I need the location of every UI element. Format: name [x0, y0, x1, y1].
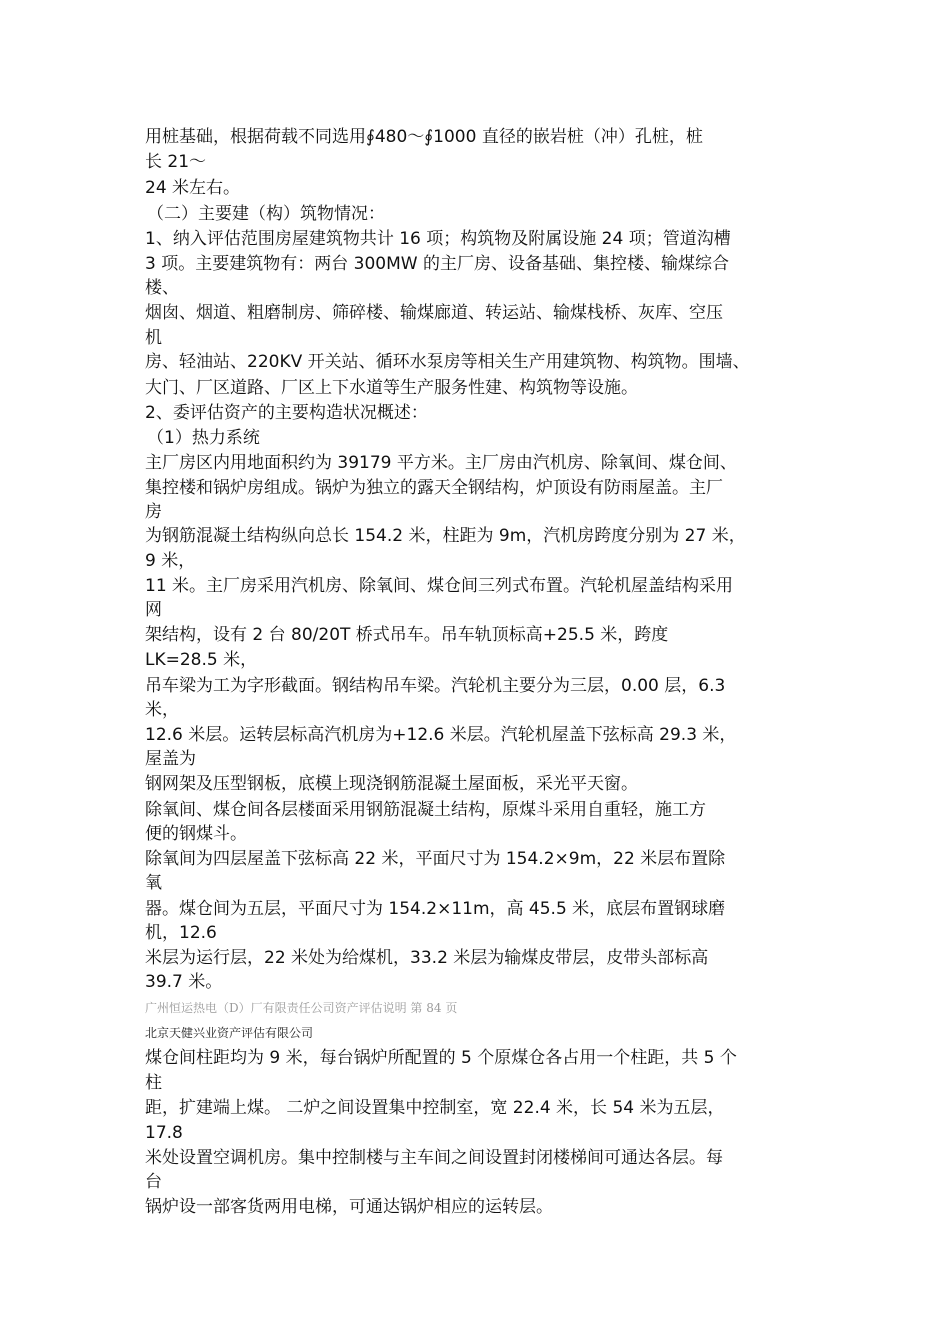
text-line: 房、轻油站、220KV 开关站、循环水泵房等相关生产用建筑物、构筑物。围墙、 [145, 352, 750, 372]
text-line: 大门、厂区道路、厂区上下水道等生产服务性建、构筑物等设施。 [145, 378, 638, 398]
text-line: 除氧间为四层屋盖下弦标高 22 米，平面尺寸为 154.2×9m，22 米层布置除 [145, 849, 726, 869]
text-line: 煤仓间柱距均为 9 米，每台锅炉所配置的 5 个原煤仓各占用一个柱距，共 5 个 [145, 1048, 737, 1068]
text-line: 除氧间、煤仓间各层楼面采用钢筋混凝土结构，原煤斗采用自重轻，施工方 [145, 800, 706, 820]
text-line: 距，扩建端上煤。 二炉之间设置集中控制室，宽 22.4 米，长 54 米为五层， [145, 1098, 725, 1118]
text-line: 屋盖为 [145, 749, 196, 769]
text-line: 吊车梁为工为字形截面。钢结构吊车梁。汽轮机主要分为三层，0.00 层，6.3 [145, 676, 726, 696]
page-caption: 广州恒运热电（D）厂有限责任公司资产评估说明 第 84 页 [145, 1001, 458, 1015]
text-line: 主厂房区内用地面积约为 39179 平方米。主厂房由汽机房、除氧间、煤仓间、 [145, 453, 737, 473]
text-line: 用桩基础，根据荷载不同选用∮480～∮1000 直径的嵌岩桩（冲）孔桩，桩 [145, 127, 703, 147]
text-line: 1、纳入评估范围房屋建筑物共计 16 项；构筑物及附属设施 24 项；管道沟槽 [145, 229, 731, 249]
text-line: 网 [145, 600, 162, 620]
text-line: 39.7 米。 [145, 972, 223, 992]
text-line: 架结构，设有 2 台 80/20T 桥式吊车。吊车轨顶标高+25.5 米，跨度 [145, 625, 669, 645]
text-line: 3 项。主要建筑物有：两台 300MW 的主厂房、设备基础、集控楼、输煤综合 [145, 254, 729, 274]
text-line: 17.8 [145, 1123, 183, 1143]
text-line: 氧 [145, 873, 162, 893]
text-line: 为钢筋混凝土结构纵向总长 154.2 米，柱距为 9m，汽机房跨度分别为 27 米， [145, 526, 746, 546]
text-line: 楼、 [145, 278, 179, 298]
text-line: 烟囱、烟道、粗磨制房、筛碎楼、输煤廊道、转运站、输煤栈桥、灰库、空压 [145, 303, 723, 323]
text-line: 11 米。主厂房采用汽机房、除氧间、煤仓间三列式布置。汽轮机屋盖结构采用 [145, 576, 734, 596]
text-line: 柱 [145, 1073, 162, 1093]
text-line: LK=28.5 米， [145, 650, 258, 670]
text-line: 米， [145, 700, 179, 720]
text-line: 集控楼和锅炉房组成。锅炉为独立的露天全钢结构，炉顶设有防雨屋盖。主厂 [145, 478, 723, 498]
subsection-heading: （1）热力系统 [147, 428, 260, 448]
text-line: 机，12.6 [145, 923, 217, 943]
text-line: 钢网架及压型钢板，底模上现浇钢筋混凝土屋面板，采光平天窗。 [145, 774, 638, 794]
text-line: 机 [145, 328, 162, 348]
text-line: 12.6 米层。运转层标高汽机房为+12.6 米层。汽轮机屋盖下弦标高 29.3 米， [145, 725, 737, 745]
text-line: 房 [145, 502, 162, 522]
company-name: 北京天健兴业资产评估有限公司 [145, 1026, 314, 1040]
text-line: 锅炉设一部客货两用电梯，可通达锅炉相应的运转层。 [145, 1197, 553, 1217]
section-heading: （二）主要建（构）筑物情况： [147, 204, 385, 224]
text-line: 器。煤仓间为五层，平面尺寸为 154.2×11m，高 45.5 米，底层布置钢球磨 [145, 899, 726, 919]
text-line: 米层为运行层，22 米处为给煤机，33.2 米层为输煤皮带层，皮带头部标高 [145, 948, 709, 968]
text-line: 台 [145, 1172, 162, 1192]
text-line: 米处设置空调机房。集中控制楼与主车间之间设置封闭楼梯间可通达各层。每 [145, 1148, 723, 1168]
text-line: 长 21～ [145, 152, 207, 172]
text-line: 9 米， [145, 551, 196, 571]
text-line: 便的钢煤斗。 [145, 824, 247, 844]
text-line: 24 米左右。 [145, 178, 241, 198]
section-heading: 2、委评估资产的主要构造状况概述： [145, 403, 428, 423]
